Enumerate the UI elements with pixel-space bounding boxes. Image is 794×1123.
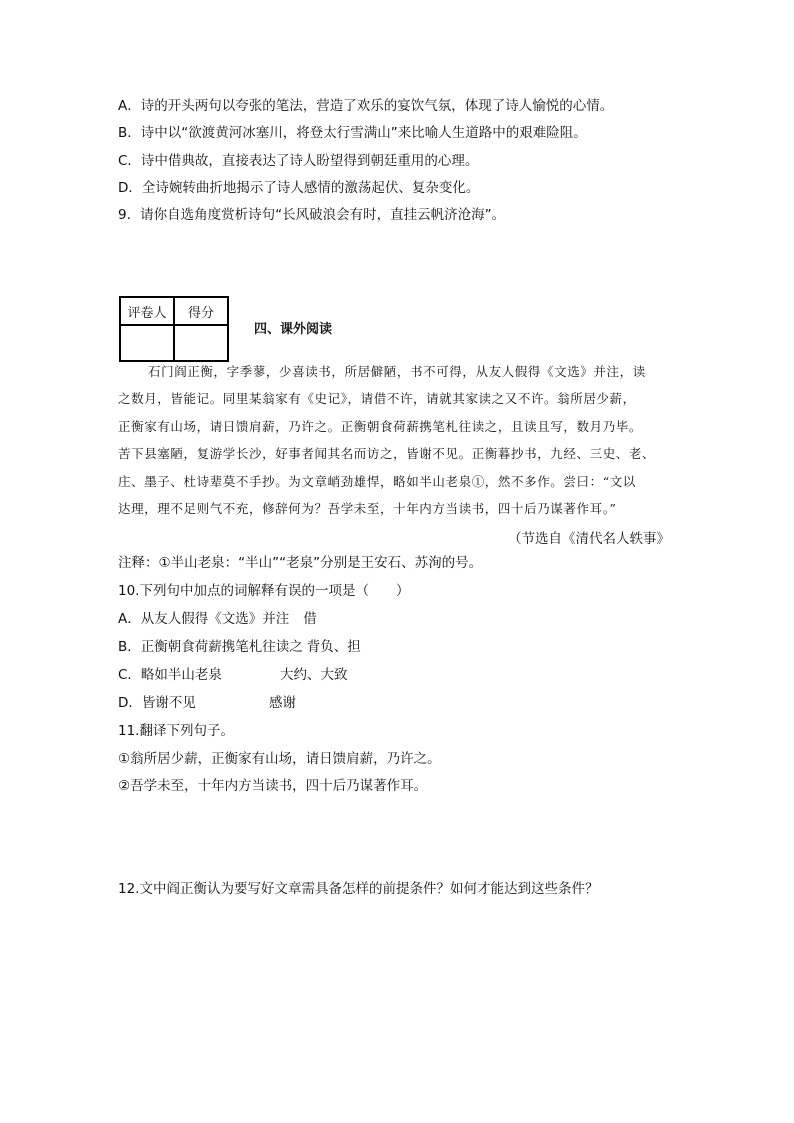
passage-line: 石门阎正衡，字季蓼，少喜读书，所居僻陋，书不可得，从友人假得《文选》并注，读 xyxy=(148,364,646,379)
q8-option-d: D．全诗婉转曲折地揭示了诗人感情的激荡起伏、复杂变化。 xyxy=(118,180,480,196)
q10-option-b-meaning: 背负、担 xyxy=(306,639,361,655)
q10-option-d-meaning: 感谢 xyxy=(269,695,296,711)
score-cell[interactable] xyxy=(174,325,228,361)
question-11-stem: 11.翻译下列句子。 xyxy=(118,723,234,739)
score-label: 得分 xyxy=(174,297,228,325)
passage-line: 苦下县塞陋，复游学长沙，好事者闻其名而访之，皆谢不见。正衡暮抄书，九经、三史、老、 xyxy=(118,446,656,461)
q10-option-c-meaning: 大约、大致 xyxy=(280,667,348,683)
annotation-note: 注释：①半山老泉：“半山”“老泉”分别是王安石、苏洵的号。 xyxy=(118,555,483,571)
section-title: 四、课外阅读 xyxy=(254,322,333,337)
passage-source: （节选自《清代名人轶事》 xyxy=(508,531,670,547)
question-10-stem: 10.下列句中加点的词解释有误的一项是（ ） xyxy=(118,583,410,599)
reviewer-cell[interactable] xyxy=(120,325,174,361)
passage-line: 正衡家有山场，请日馈肩薪，乃许之。正衡朝食荷薪携笔札往读之，且读且写，数月乃毕。 xyxy=(118,419,643,434)
q10-option-a-meaning: 借 xyxy=(303,611,317,627)
q10-option-a xyxy=(118,609,317,629)
reviewer-label: 评卷人 xyxy=(120,297,174,325)
question-9: 9．请你自选角度赏析诗句“长风破浪会有时，直挂云帆济沧海”。 xyxy=(118,207,506,223)
q10-option-d xyxy=(118,693,296,713)
question-12: 12.文中阎正衡认为要写好文章需具备怎样的前提条件？如何才能达到这些条件？ xyxy=(118,881,599,897)
passage-line: 达理，理不足则气不充，修辞何为？吾学未至，十年内方当读书，四十后乃谋著作耳。” xyxy=(118,501,617,516)
q8-option-c: C．诗中借典故，直接表达了诗人盼望得到朝廷重用的心理。 xyxy=(118,153,479,169)
q8-option-b: B．诗中以“欲渡黄河冰塞川，将登太行雪满山”来比喻人生道路中的艰难险阻。 xyxy=(118,125,587,141)
score-table xyxy=(119,296,229,362)
q10-option-d-text: D．皆谢不见 xyxy=(118,695,196,711)
q10-option-b-text: B．正衡朝食荷薪携笔札往读之 xyxy=(118,639,303,655)
q8-option-a: A．诗的开头两句以夸张的笔法，营造了欢乐的宴饮气氛，体现了诗人愉悦的心情。 xyxy=(118,98,614,114)
q11-item-2: ②吾学未至，十年内方当读书，四十后乃谋著作耳。 xyxy=(118,778,428,794)
q10-option-c-text: C．略如半山老泉 xyxy=(118,667,222,683)
q10-option-a-text: A．从友人假得《文选》并注 xyxy=(118,611,290,627)
passage-line: 之数月，皆能记。同里某翁家有《史记》，请借不许，请就其家读之又不许。翁所居少薪， xyxy=(118,391,636,406)
q11-item-1: ①翁所居少薪，正衡家有山场，请日馈肩薪，乃许之。 xyxy=(118,751,441,767)
q10-option-b xyxy=(118,637,361,657)
q10-option-c xyxy=(118,665,348,685)
passage-line: 庄、墨子、杜诗辈莫不手抄。为文章峭劲雄悍，略如半山老泉①，然不多作。尝曰：“文以 xyxy=(118,474,636,489)
